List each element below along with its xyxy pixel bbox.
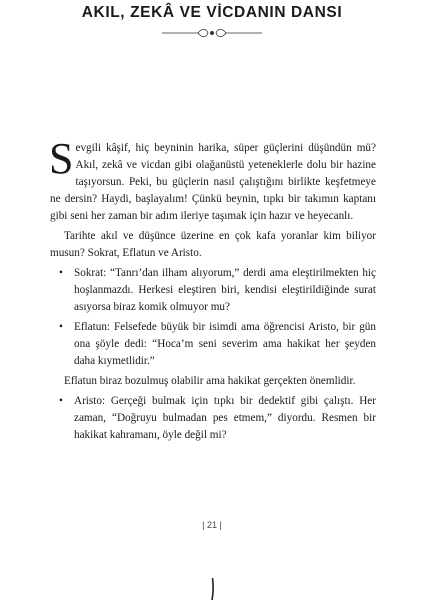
intro-paragraph [49,134,376,225]
paragraph-philosophers: Tarihte akıl ve düşünce üzerine en çok kafa yoranlar kim biliyor musun? Sokrat, Eflatun ve Aristo. [50,230,376,259]
page-number: | 21 | [202,520,222,530]
bullet-dot: • [59,267,63,279]
bullet-dot: • [59,321,63,333]
bullet-item [50,319,376,370]
bullet-text-eflatun: Eflatun: Felsefede büyük bir isimdi ama öğrencisi Aristo, bir gün ona şöyle dedi: “Hoca’m seni severim ama hakikat her şeyden daha kıymetlidir.” [74,321,376,367]
dropcap: S [49,134,74,183]
edge-mark [211,578,214,600]
flourish-divider-icon [162,26,262,40]
body-text [49,134,376,444]
bullet-dot: • [59,395,63,407]
bullet-item [50,393,376,444]
intro-text: evgili kâşif, hiç beyninin harika, süper güçlerini düşündün mü? Akıl, zekâ ve vicdan gibi olağanüstü yeteneklerle dolu bir hazine taşıyorsun. Peki, bu güçlerin nasıl çalıştığını birlikte keşfetmeye ne dersin? Haydi, başlayalım! Çünkü beynin, tıpkı bir takımın kaptanı gibi seni her zaman bir adım ileriye taşımak için hazır ve heyecanlı. [50,142,376,222]
paragraph-truth: Eflatun biraz bozulmuş olabilir ama hakikat gerçekten önemlidir. [64,375,356,387]
bullet-item [50,265,376,316]
bullet-text-aristo: Aristo: Gerçeği bulmak için tıpkı bir dedektif gibi çalıştı. Her zaman, “Doğruyu bulmadan pes etmem,” diyordu. Resmen bir hakikat kahramanı, öyle değil mi? [74,395,376,441]
chapter-title: AKIL, ZEKÂ VE VİCDANIN DANSI [81,4,343,21]
bullet-text-sokrat: Sokrat: “Tanrı’dan ilham alıyorum,” derdi ama eleştirilmekten hiç hoşlanmazdı. Herkesi eleştiren biri, kendisi eleştirildiğinde surat asıyorsa biraz komik olmuyor mu? [74,267,376,313]
